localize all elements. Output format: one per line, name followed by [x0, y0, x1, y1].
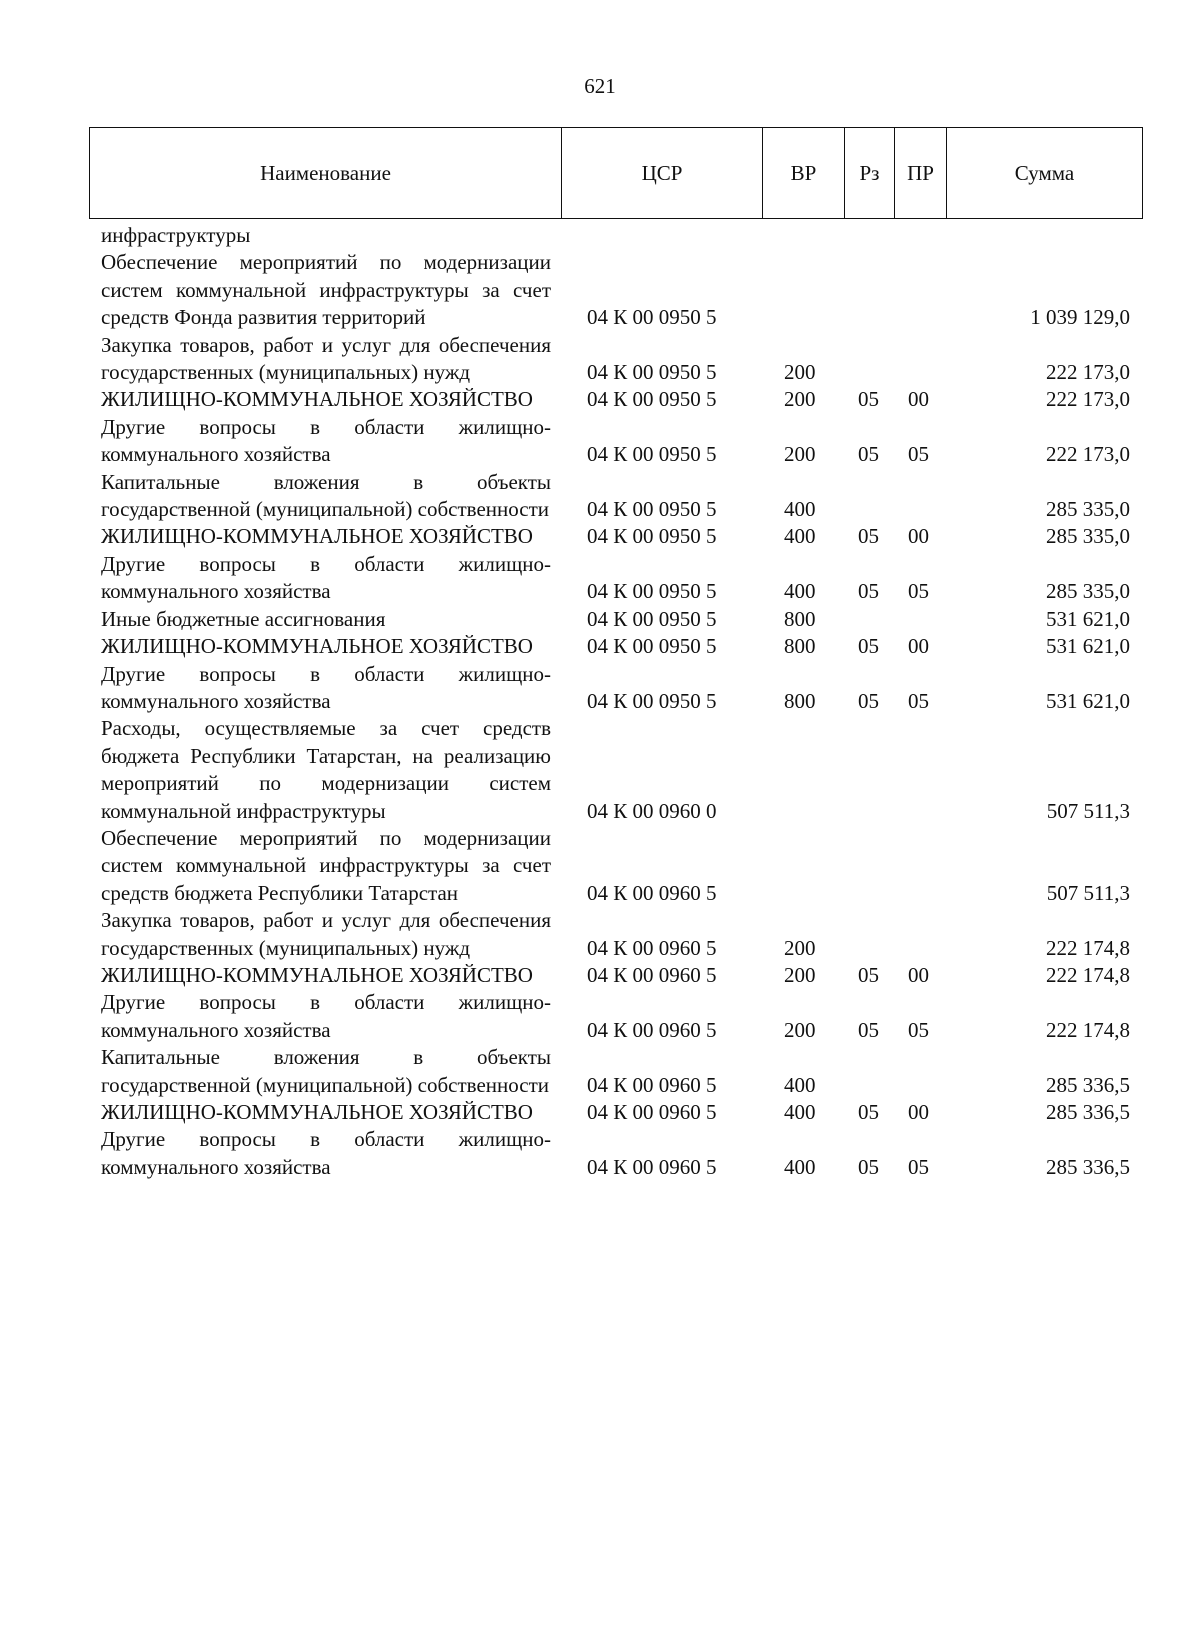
row-pr: 05 — [908, 688, 929, 713]
row-sum: 222 174,8 — [1046, 962, 1130, 987]
table-row — [0, 1126, 1200, 1181]
row-sum: 507 511,3 — [1046, 798, 1130, 823]
row-vr: 800 — [784, 688, 816, 713]
row-name: Обеспечение мероприятий по модернизации систем коммунальной инфраструктуры за счет средств Фонда развития территорий — [101, 250, 551, 330]
row-name: Другие вопросы в области жилищно-коммунального хозяйства — [101, 990, 551, 1042]
row-pr: 05 — [908, 1017, 929, 1042]
row-rz: 05 — [858, 1154, 879, 1179]
row-sum: 222 173,0 — [1046, 442, 1130, 467]
row-vr: 400 — [784, 1154, 816, 1179]
row-vr: 800 — [784, 606, 816, 631]
row-name: Обеспечение мероприятий по модернизации систем коммунальной инфраструктуры за счет средств бюджета Республики Татарстан — [101, 825, 551, 905]
table-row — [0, 332, 1200, 387]
row-name: ЖИЛИЩНО-КОММУНАЛЬНОЕ ХОЗЯЙСТВО — [101, 524, 533, 549]
row-name: Другие вопросы в области жилищно-коммунального хозяйства — [101, 551, 551, 604]
row-csr: 04 К 00 0960 5 — [587, 935, 717, 960]
row-sum: 285 336,5 — [1046, 1100, 1130, 1124]
row-csr: 04 К 00 0960 5 — [587, 1100, 717, 1124]
row-name: Капитальные вложения в объекты государственной (муниципальной) собственности — [101, 469, 551, 522]
row-sum: 285 335,0 — [1046, 497, 1130, 522]
row-csr: 04 К 00 0950 5 — [587, 387, 717, 412]
table-row — [0, 386, 1200, 413]
row-name: Капитальные вложения в объекты государственной (муниципальной) собственности — [101, 1045, 551, 1097]
row-rz: 05 — [858, 1100, 879, 1124]
row-rz: 05 — [858, 688, 879, 713]
row-vr: 400 — [784, 1100, 816, 1124]
row-sum: 222 173,0 — [1046, 360, 1130, 385]
header-vr: ВР — [763, 128, 845, 218]
row-csr: 04 К 00 0960 5 — [587, 1072, 717, 1097]
row-name: ЖИЛИЩНО-КОММУНАЛЬНОЕ ХОЗЯЙСТВО — [101, 962, 533, 987]
row-rz: 05 — [858, 634, 879, 659]
row-rz: 05 — [858, 442, 879, 467]
table-row — [0, 962, 1200, 989]
row-csr: 04 К 00 0960 5 — [587, 1017, 717, 1042]
row-vr: 400 — [784, 579, 816, 604]
row-pr: 05 — [908, 442, 929, 467]
table-row — [0, 633, 1200, 660]
row-csr: 04 К 00 0950 5 — [587, 579, 717, 604]
row-name: Иные бюджетные ассигнования — [101, 606, 386, 631]
row-name: Другие вопросы в области жилищно-коммунального хозяйства — [101, 661, 551, 713]
row-sum: 531 621,0 — [1046, 606, 1130, 631]
row-rz: 05 — [858, 1017, 879, 1042]
table-row — [0, 1044, 1200, 1099]
row-vr: 200 — [784, 962, 816, 987]
row-csr: 04 К 00 0960 5 — [587, 962, 717, 987]
row-csr: 04 К 00 0950 5 — [587, 688, 717, 713]
header-name: Наименование — [90, 128, 562, 218]
row-name: ЖИЛИЩНО-КОММУНАЛЬНОЕ ХОЗЯЙСТВО — [101, 387, 533, 412]
row-csr: 04 К 00 0950 5 — [587, 360, 717, 385]
row-pr: 05 — [908, 579, 929, 604]
table-row — [0, 523, 1200, 550]
table-row — [0, 989, 1200, 1044]
row-csr: 04 К 00 0950 5 — [587, 606, 717, 631]
row-sum: 531 621,0 — [1046, 688, 1130, 713]
row-vr: 400 — [784, 1072, 816, 1097]
table-body — [0, 222, 1200, 1181]
table-row — [0, 661, 1200, 716]
row-sum: 222 174,8 — [1046, 1017, 1130, 1042]
header-csr: ЦСР — [562, 128, 763, 218]
row-csr: 04 К 00 0960 5 — [587, 880, 717, 905]
row-pr: 00 — [908, 387, 929, 412]
row-csr: 04 К 00 0950 5 — [587, 634, 717, 659]
row-sum: 1 039 129,0 — [1030, 305, 1130, 330]
row-sum: 285 335,0 — [1046, 524, 1130, 549]
table-row — [0, 907, 1200, 962]
row-name: ЖИЛИЩНО-КОММУНАЛЬНОЕ ХОЗЯЙСТВО — [101, 1100, 533, 1124]
row-name: Закупка товаров, работ и услуг для обеспечения государственных (муниципальных) нужд — [101, 332, 551, 385]
header-pr: ПР — [895, 128, 947, 218]
row-pr: 05 — [908, 1154, 929, 1179]
row-name: Расходы, осуществляемые за счет средств бюджета Республики Татарстан, на реализацию мероприятий по модернизации систем коммунальной инфраструктуры — [101, 716, 551, 823]
row-sum: 285 336,5 — [1046, 1154, 1130, 1179]
header-rz: Рз — [845, 128, 895, 218]
table-row — [0, 551, 1200, 606]
row-rz: 05 — [858, 579, 879, 604]
row-sum: 531 621,0 — [1046, 634, 1130, 659]
table-row — [0, 1099, 1200, 1126]
row-csr: 04 К 00 0960 0 — [587, 798, 717, 823]
row-pr: 00 — [908, 524, 929, 549]
row-sum: 222 173,0 — [1046, 387, 1130, 412]
row-vr: 800 — [784, 634, 816, 659]
header-sum: Сумма — [1014, 160, 1075, 185]
table-row — [0, 222, 1200, 249]
row-rz: 05 — [858, 524, 879, 549]
table-row — [0, 715, 1200, 825]
row-sum: 285 335,0 — [1046, 579, 1130, 604]
row-csr: 04 К 00 0950 5 — [587, 305, 717, 330]
row-vr: 200 — [784, 935, 816, 960]
row-sum: 222 174,8 — [1046, 935, 1130, 960]
row-pr: 00 — [908, 962, 929, 987]
table-header — [89, 127, 1143, 219]
table-row — [0, 469, 1200, 524]
table-row — [0, 249, 1200, 331]
table-row — [0, 825, 1200, 907]
row-name: Другие вопросы в области жилищно-коммунального хозяйства — [101, 414, 551, 467]
row-name: Другие вопросы в области жилищно-коммунального хозяйства — [101, 1127, 551, 1179]
row-csr: 04 К 00 0950 5 — [587, 524, 717, 549]
table-row — [0, 414, 1200, 469]
row-pr: 00 — [908, 634, 929, 659]
row-vr: 200 — [784, 442, 816, 467]
row-csr: 04 К 00 0960 5 — [587, 1154, 717, 1179]
row-pr: 00 — [908, 1100, 929, 1124]
row-rz: 05 — [858, 387, 879, 412]
row-sum: 285 336,5 — [1046, 1072, 1130, 1097]
row-rz: 05 — [858, 962, 879, 987]
row-csr: 04 К 00 0950 5 — [587, 442, 717, 467]
row-name: Закупка товаров, работ и услуг для обеспечения государственных (муниципальных) нужд — [101, 908, 551, 960]
row-vr: 200 — [784, 360, 816, 385]
row-sum: 507 511,3 — [1046, 880, 1130, 905]
row-name: инфраструктуры — [101, 223, 251, 247]
row-vr: 200 — [784, 387, 816, 412]
table-row — [0, 606, 1200, 633]
page-number: 621 — [584, 74, 616, 98]
row-vr: 200 — [784, 1017, 816, 1042]
row-name: ЖИЛИЩНО-КОММУНАЛЬНОЕ ХОЗЯЙСТВО — [101, 634, 533, 659]
row-csr: 04 К 00 0950 5 — [587, 497, 717, 522]
row-vr: 400 — [784, 497, 816, 522]
row-vr: 400 — [784, 524, 816, 549]
